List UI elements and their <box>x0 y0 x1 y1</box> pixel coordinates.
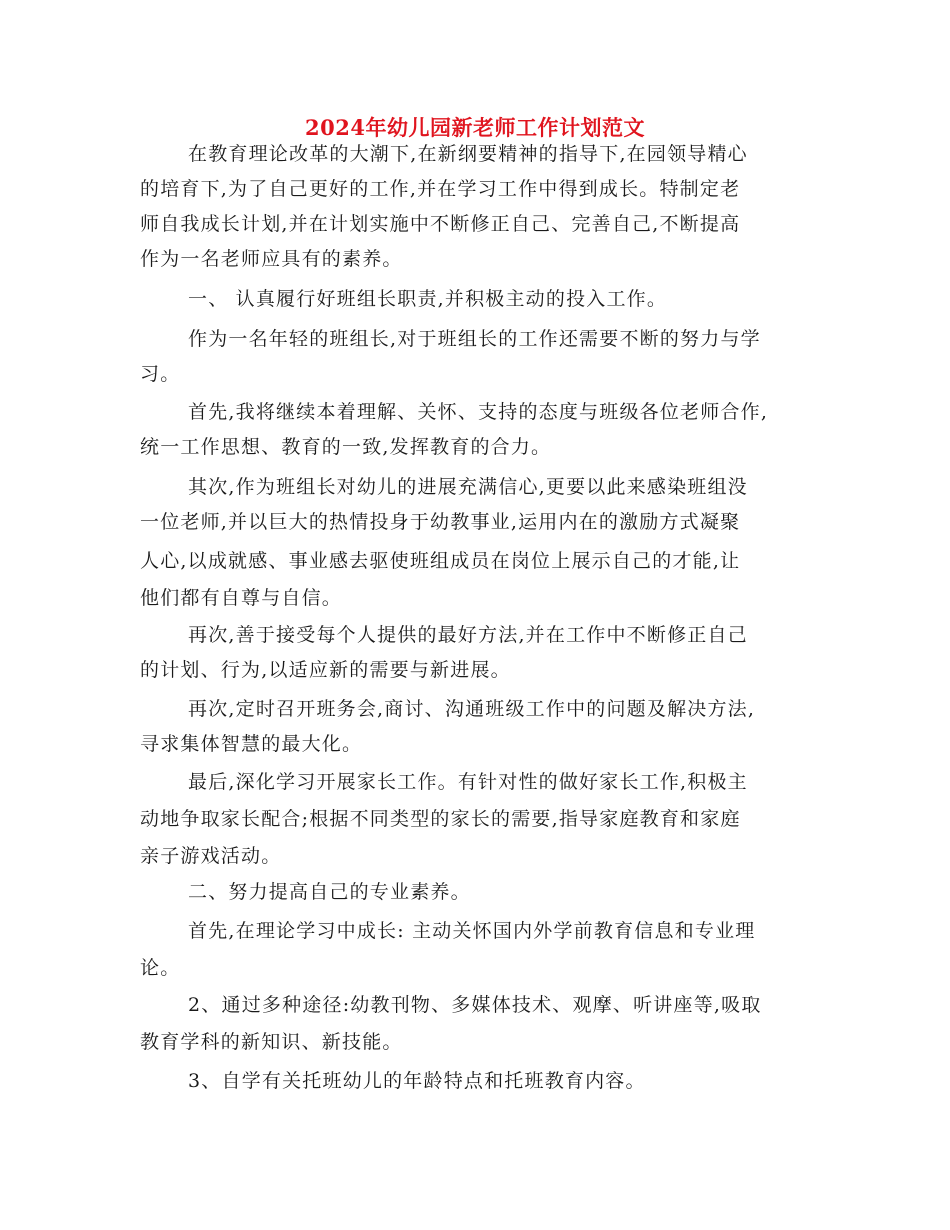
paragraph-line: 教育学科的新知识、新技能。 <box>140 1031 403 1053</box>
paragraph-line: 人心,以成就感、事业感去驱使班组成员在岗位上展示自己的才能,让 <box>140 550 741 572</box>
section-heading: 一、 认真履行好班组长职责,并积极主动的投入工作。 <box>188 288 668 310</box>
section-heading: 二、努力提高自己的专业素养。 <box>188 881 471 903</box>
paragraph-line: 一位老师,并以巨大的热情投身于幼教事业,运用内在的激励方式凝聚 <box>140 511 741 533</box>
paragraph-line: 其次,作为班组长对幼儿的进展充满信心,更要以此来感染班组没 <box>188 476 748 498</box>
paragraph-line: 的计划、行为,以适应新的需要与新进展。 <box>140 659 511 681</box>
paragraph-line: 的培育下,为了自己更好的工作,并在学习工作中得到成长。特制定老 <box>140 178 741 200</box>
paragraph-line: 在教育理论改革的大潮下,在新纲要精神的指导下,在园领导精心 <box>188 143 748 165</box>
paragraph-line: 再次,善于接受每个人提供的最好方法,并在工作中不断修正自己 <box>188 624 748 646</box>
paragraph-line: 习。 <box>140 363 181 385</box>
paragraph-line: 动地争取家长配合;根据不同类型的家长的需要,指导家庭教育和家庭 <box>140 808 741 830</box>
paragraph-line: 首先,我将继续本着理解、关怀、支持的态度与班级各位老师合作, <box>188 401 769 423</box>
paragraph-line: 作为一名年轻的班组长,对于班组长的工作还需要不断的努力与学 <box>188 328 761 350</box>
paragraph-line: 首先,在理论学习中成长: 主动关怀国内外学前教育信息和专业理 <box>188 920 756 942</box>
document-title: 2024年幼儿园新老师工作计划范文 <box>305 115 645 140</box>
paragraph-line: 最后,深化学习开展家长工作。有针对性的做好家长工作,积极主 <box>188 771 748 793</box>
paragraph-line: 论。 <box>140 957 181 979</box>
paragraph-line: 他们都有自尊与自信。 <box>140 587 343 609</box>
paragraph-line: 统一工作思想、教育的一致,发挥教育的合力。 <box>140 436 552 458</box>
paragraph-line: 3、自学有关托班幼儿的年龄特点和托班教育内容。 <box>188 1070 646 1092</box>
paragraph-line: 再次,定时召开班务会,商讨、沟通班级工作中的问题及解决方法, <box>188 698 756 720</box>
paragraph-line: 师自我成长计划,并在计划实施中不断修正自己、完善自己,不断提高 <box>140 213 741 235</box>
paragraph-line: 寻求集体智慧的最大化。 <box>140 733 363 755</box>
paragraph-line: 亲子游戏活动。 <box>140 845 282 867</box>
paragraph-line: 作为一名老师应具有的素养。 <box>140 248 403 270</box>
paragraph-line: 2、通过多种途径:幼教刊物、多媒体技术、观摩、听讲座等,吸取 <box>188 994 762 1016</box>
